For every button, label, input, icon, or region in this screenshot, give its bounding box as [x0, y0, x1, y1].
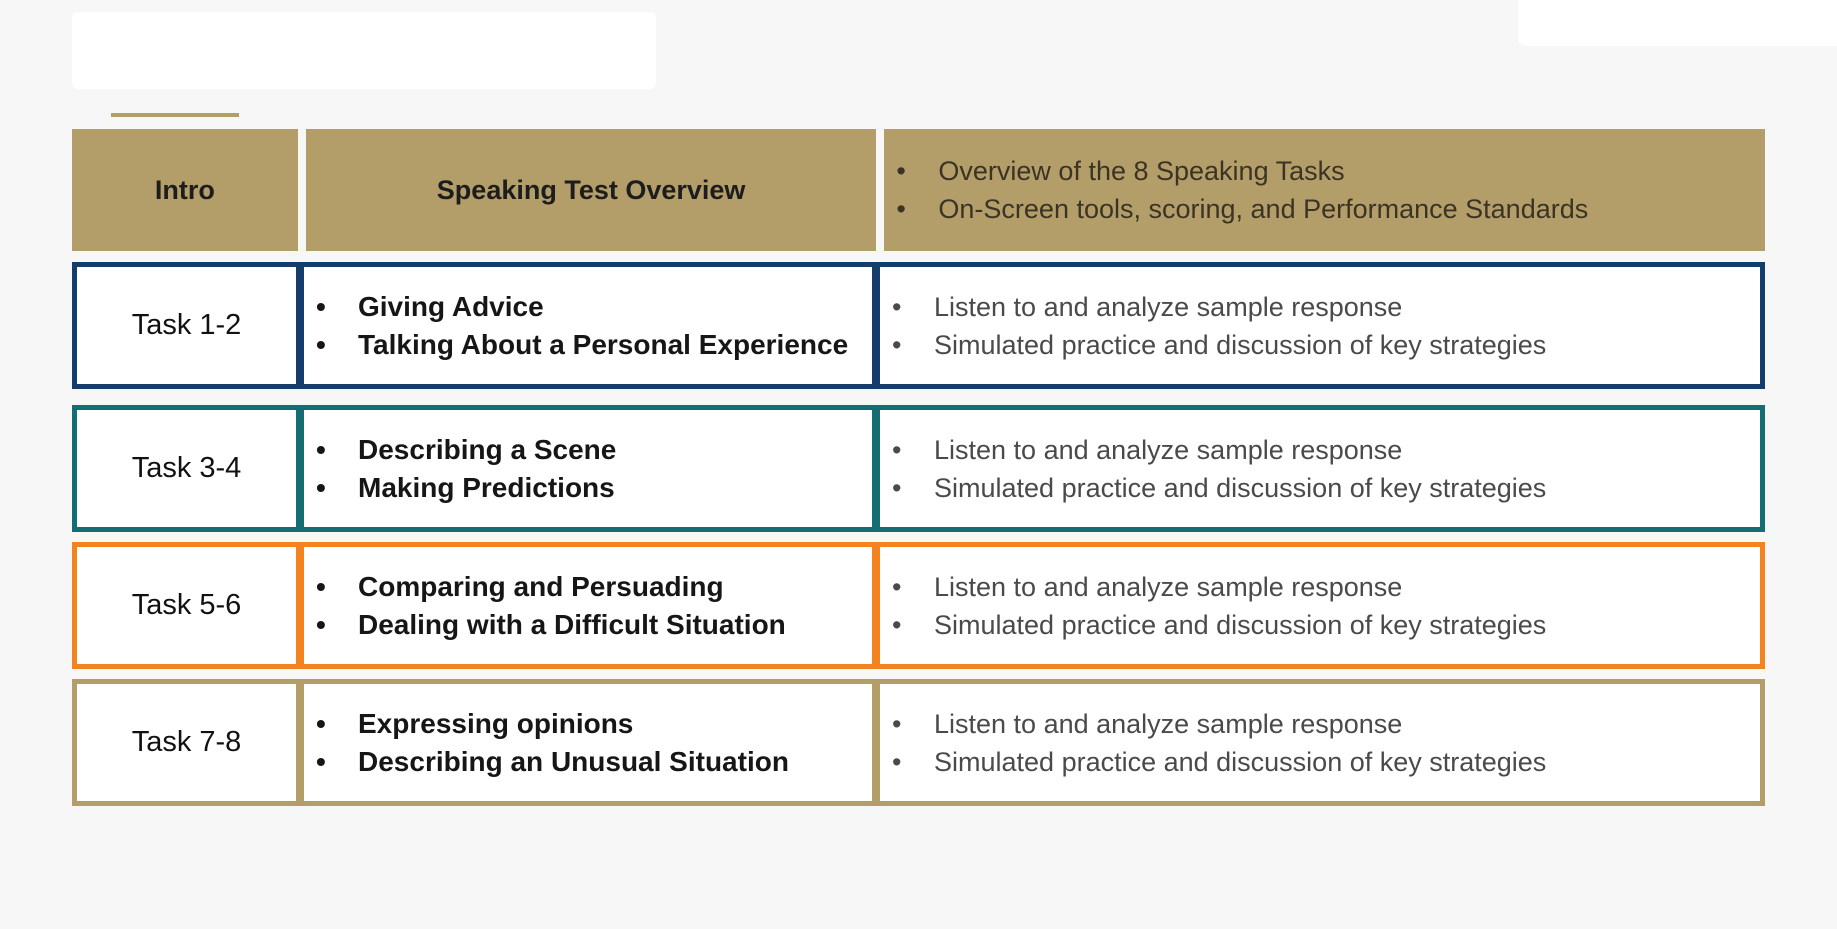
table-header-row — [72, 129, 1765, 251]
accent-line — [111, 113, 239, 117]
topics-cell — [300, 679, 876, 806]
task-label: Task 3-4 — [131, 452, 242, 484]
table-row-task-3-4 — [72, 405, 1765, 532]
task-cell — [72, 262, 300, 389]
topics-cell — [300, 262, 876, 389]
topics-cell — [300, 542, 876, 669]
activities-list — [880, 568, 1546, 644]
activities-cell — [876, 262, 1765, 389]
topics-list — [304, 288, 848, 364]
activities-cell — [876, 679, 1765, 806]
list-item: • Overview of the 8 Speaking Tasks — [896, 152, 1588, 190]
list-item: • Talking About a Personal Experience — [316, 326, 848, 364]
list-item: • Expressing opinions — [316, 705, 789, 743]
activities-list — [880, 288, 1546, 364]
header-cell-details — [884, 129, 1765, 251]
list-item: • Comparing and Persuading — [316, 568, 786, 606]
header-cell-overview — [306, 129, 877, 251]
list-item: • Describing a Scene — [316, 431, 616, 469]
header-overview-label: Speaking Test Overview — [436, 174, 746, 205]
activities-cell — [876, 405, 1765, 532]
task-cell — [72, 542, 300, 669]
list-item: • Making Predictions — [316, 469, 616, 507]
header-cell-intro — [72, 129, 298, 251]
list-item: • Simulated practice and discussion of key strategies — [892, 743, 1546, 781]
topics-list — [304, 431, 616, 507]
header-details-list — [884, 152, 1588, 228]
list-item: • Simulated practice and discussion of key strategies — [892, 326, 1546, 364]
task-label: Task 7-8 — [131, 726, 242, 758]
task-cell — [72, 679, 300, 806]
activities-cell — [876, 542, 1765, 669]
list-item: • On-Screen tools, scoring, and Performance Standards — [896, 190, 1588, 228]
activities-list — [880, 705, 1546, 781]
task-cell — [72, 405, 300, 532]
list-item: • Simulated practice and discussion of key strategies — [892, 469, 1546, 507]
table-row-task-5-6 — [72, 542, 1765, 669]
list-item: • Dealing with a Difficult Situation — [316, 606, 786, 644]
table-row-task-7-8 — [72, 679, 1765, 806]
list-item: • Describing an Unusual Situation — [316, 743, 789, 781]
header-intro-label: Intro — [154, 174, 215, 205]
list-item: • Listen to and analyze sample response — [892, 705, 1546, 743]
list-item: • Giving Advice — [316, 288, 848, 326]
topics-cell — [300, 405, 876, 532]
list-item: • Simulated practice and discussion of key strategies — [892, 606, 1546, 644]
title-placeholder — [72, 12, 656, 89]
topics-list — [304, 568, 786, 644]
list-item: • Listen to and analyze sample response — [892, 431, 1546, 469]
topics-list — [304, 705, 789, 781]
task-label: Task 1-2 — [131, 309, 242, 341]
table-row-task-1-2 — [72, 262, 1765, 389]
activities-list — [880, 431, 1546, 507]
corner-placeholder — [1518, 0, 1837, 46]
list-item: • Listen to and analyze sample response — [892, 568, 1546, 606]
task-label: Task 5-6 — [131, 589, 242, 621]
list-item: • Listen to and analyze sample response — [892, 288, 1546, 326]
